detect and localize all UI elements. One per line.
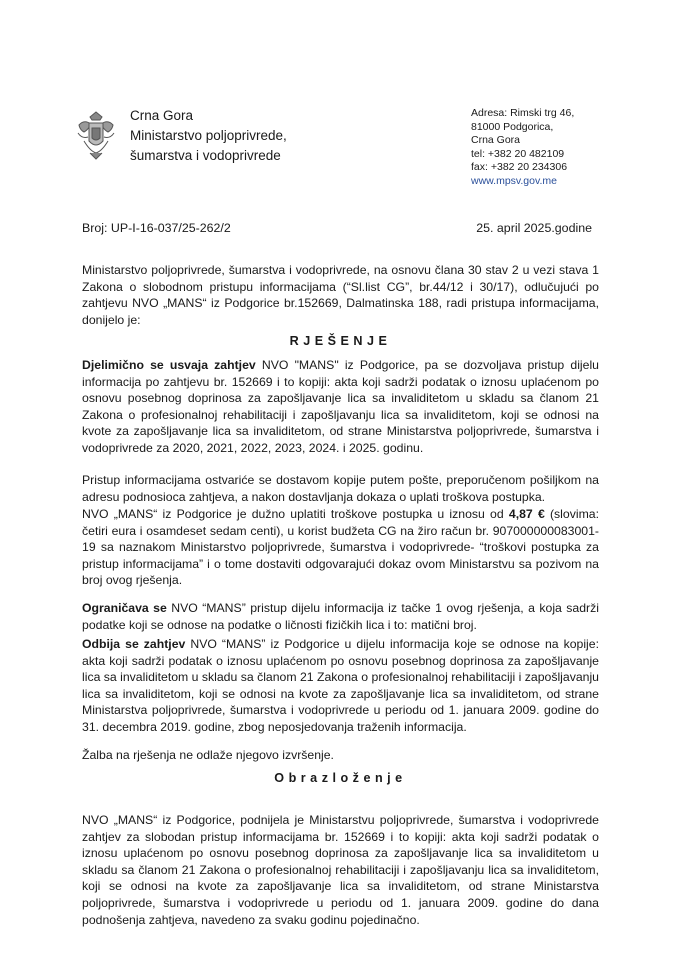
decision-4-lead: Ograničava se — [82, 601, 167, 615]
decision-4-text: NVO “MANS” pristup dijelu informacija iz tačke 1 ovog rješenja, a koja sadrži podatke koji se odnose na podatke o ličnosti fizičkih lica i to: matični broj. — [82, 601, 599, 632]
case-number: Broj: UP-I-16-037/25-262/2 — [82, 221, 231, 235]
reasoning-title: Obrazloženje — [274, 771, 407, 785]
address-line: Adresa: Rimski trg 46, — [471, 107, 575, 119]
decision-title: RJEŠENJE — [289, 334, 392, 348]
contact-block — [471, 107, 574, 189]
document-date: 25. april 2025.godine — [476, 221, 592, 235]
institution-name — [130, 106, 287, 166]
intro-paragraph: Ministarstvo poljoprivrede, šumarstva i vodoprivrede, na osnovu člana 30 stav 2 u vezi stava 1 Zakona o slobodnom pristupu informacijama (“Sl.list CG”, br.44/12 i 30/17), odlučujući po zahtjevu NVO „MANS“ iz Podgorice br.152669, Dalmatinska 188, radi pristupa informacijama, donijelo je: — [82, 263, 599, 327]
website-link[interactable]: www.mpsv.gov.me — [471, 174, 557, 187]
ministry-name-line2: šumarstva i vodoprivrede — [130, 148, 281, 163]
fee-text-a: NVO „MANS“ iz Podgorice je dužno uplatiti troškove postupka u iznosu od — [82, 507, 509, 521]
decision-1-text: NVO "MANS" iz Podgorice, pa se dozvoljava pristup dijelu informacija po zahtjevu br. 152669 i to kopiji: akta koji sadrži podatak o iznosu uplaćenom po osnovu posebnog doprinosa za zapošljavanje lica sa invaliditetom u skladu sa članom 21 Zakona o profesionalnoj rehabilitaciji i zapošljavanju lica sa invaliditetom, koji se odnosi na kvote za zapošljavanje lica sa invaliditetom, od strane Ministarstva poljoprivrede, šumarstva i vodoprivrede za 2020, 2021, 2022, 2023, 2024. i 2025. godinu. — [82, 358, 599, 455]
fee-amount: 4,87 € — [508, 507, 545, 521]
decision-paragraph-5 — [82, 636, 599, 736]
fax-line: fax: +382 20 234306 — [471, 161, 568, 174]
decision-paragraph-4 — [82, 600, 599, 633]
country-name: Crna Gora — [130, 108, 194, 123]
ministry-name-line1: Ministarstvo poljoprivrede, — [130, 128, 287, 143]
decision-paragraph-3 — [82, 506, 599, 589]
address-line: 81000 Podgorica, — [471, 120, 554, 133]
address-line: Crna Gora — [471, 134, 521, 147]
reference-line — [82, 221, 592, 235]
decision-1-lead: Djelimično se usvaja zahtjev — [82, 358, 256, 372]
appeal-note: Žalba na rješenja ne odlaže njegovo izvršenje. — [82, 748, 334, 762]
decision-paragraph-2: Pristup informacijama ostvariće se dostavom kopije putem pošte, preporučenom pošiljkom na adresu podnosioca zahtjeva, a nakon dostavljanja dokaza o uplati troškova postupka. — [82, 473, 599, 504]
reasoning-paragraph: NVO „MANS“ iz Podgorice, podnijela je Ministarstvu poljoprivrede, šumarstva i vodoprivrede zahtjev za slobodan pristup informacijama br. 152669 i to kopiji: akta koji sadrži podatak o iznosu uplaćenom po osnovu posebnog doprinosa za zapošljavanje lica sa invaliditetom u skladu sa članom 21 Zakona o profesionalnoj rehabilitaciji i zapošljavanju lica sa invaliditetom, koji se odnosi na kvote za zapošljavanje lica sa invaliditetom, od strane Ministarstva poljoprivrede, šumarstva i vodoprivrede u periodu od 1. januara 2009. godine do dana podnošenja zahtjeva, navedeno za svaku godinu pojedinačno. — [82, 813, 599, 927]
phone-line: tel: +382 20 482109 — [471, 147, 565, 160]
coat-of-arms-icon — [76, 111, 116, 161]
decision-paragraph-1 — [82, 357, 599, 457]
fee-text-b: (slovima: četiri eura i osamdeset sedam centi), u korist budžeta CG na žiro račun br. 907000000083001-19 sa naznakom Ministarstvo poljoprivrede, šumarstva i vodoprivrede- “troškovi postupka za pristup informacijama” i o tome dostaviti odgovarajući dokaz ovom Ministarstvu sa pozivom na broj ovog rješenja. — [82, 507, 599, 588]
decision-5-lead: Odbija se zahtjev — [82, 637, 186, 651]
decision-5-text: NVO “MANS” iz Podgorice u dijelu informacija koje se odnose na kopije: akta koji sadrži podatak o iznosu uplaćenom po osnovu posebnog doprinosa za zapošljavanje lica sa invaliditetom u skladu sa članom 21 Zakona o profesionalnoj rehabilitaciji i zapošljavanju lica sa invaliditetom, koji se odnosi na kvote za zapošljavanje lica sa invaliditetom, od strane Ministarstva poljoprivrede, šumarstva i vodoprivrede u periodu od 1. januara 2009. godine do 31. decembra 2019. godine, zbog neposjedovanja traženih informacija. — [82, 637, 599, 734]
